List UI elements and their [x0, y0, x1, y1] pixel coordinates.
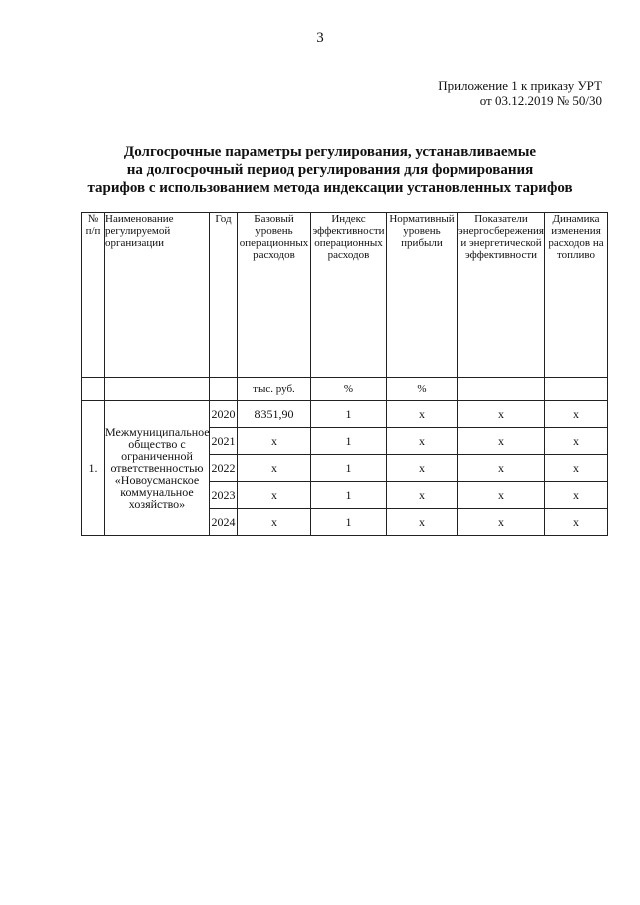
- header-energy-efficiency: Показатели энергосбережения и энергетической эффективности: [458, 213, 545, 378]
- fuel-cell: x: [545, 401, 608, 428]
- profit-cell: x: [387, 455, 458, 482]
- energy-cell: x: [458, 428, 545, 455]
- year-cell: 2022: [210, 455, 238, 482]
- units-empty-cell: [545, 378, 608, 401]
- units-profit: %: [387, 378, 458, 401]
- year-cell: 2021: [210, 428, 238, 455]
- energy-cell: x: [458, 455, 545, 482]
- page-number: 3: [316, 30, 324, 46]
- energy-cell: x: [458, 401, 545, 428]
- table-row: [82, 401, 608, 428]
- header-org-name: Наименование регулируемой организации: [105, 213, 210, 378]
- energy-cell: x: [458, 482, 545, 509]
- header-fuel-dynamics: Динамика изменения расходов на топливо: [545, 213, 608, 378]
- fuel-cell: x: [545, 428, 608, 455]
- units-empty-cell: [458, 378, 545, 401]
- year-cell: 2024: [210, 509, 238, 536]
- units-empty-cell: [82, 378, 105, 401]
- appendix-line-1: Приложение 1 к приказу УРТ: [438, 78, 602, 93]
- efficiency-cell: 1: [311, 428, 387, 455]
- base-level-cell: 8351,90: [238, 401, 311, 428]
- header-profit-level: Нормативный уровень прибыли: [387, 213, 458, 378]
- year-cell: 2023: [210, 482, 238, 509]
- units-empty-cell: [210, 378, 238, 401]
- efficiency-cell: 1: [311, 455, 387, 482]
- table-units-row: [82, 378, 608, 401]
- table-header-row: [82, 213, 608, 378]
- efficiency-cell: 1: [311, 509, 387, 536]
- header-number: № п/п: [82, 213, 105, 378]
- base-level-cell: x: [238, 428, 311, 455]
- efficiency-cell: 1: [311, 401, 387, 428]
- profit-cell: x: [387, 509, 458, 536]
- base-level-cell: x: [238, 482, 311, 509]
- row-number: 1.: [82, 401, 105, 536]
- title-line-1: Долгосрочные параметры регулирования, устанавливаемые: [123, 144, 537, 160]
- units-empty-cell: [105, 378, 210, 401]
- units-efficiency: %: [311, 378, 387, 401]
- header-base-level: Базовый уровень операционных расходов: [238, 213, 311, 378]
- organization-name: Межмуниципальное общество с ограниченной ответственностью «Новоусманское коммунальное хозяйство»: [105, 401, 210, 536]
- efficiency-cell: 1: [311, 482, 387, 509]
- appendix-line-2: от 03.12.2019 № 50/30: [479, 93, 602, 108]
- profit-cell: x: [387, 428, 458, 455]
- title-line-2: на долгосрочный период регулирования для формирования: [126, 162, 534, 178]
- fuel-cell: x: [545, 455, 608, 482]
- energy-cell: x: [458, 509, 545, 536]
- title-line-3: тарифов с использованием метода индексации установленных тарифов: [87, 180, 573, 196]
- header-year: Год: [210, 213, 238, 378]
- header-efficiency-index: Индекс эффективности операционных расходов: [311, 213, 387, 378]
- units-base-level: тыс. руб.: [238, 378, 311, 401]
- year-cell: 2020: [210, 401, 238, 428]
- document-title: [80, 143, 580, 197]
- fuel-cell: x: [545, 482, 608, 509]
- fuel-cell: x: [545, 509, 608, 536]
- parameters-table: [81, 212, 608, 536]
- appendix-reference: [438, 78, 602, 108]
- base-level-cell: x: [238, 509, 311, 536]
- profit-cell: x: [387, 482, 458, 509]
- profit-cell: x: [387, 401, 458, 428]
- base-level-cell: x: [238, 455, 311, 482]
